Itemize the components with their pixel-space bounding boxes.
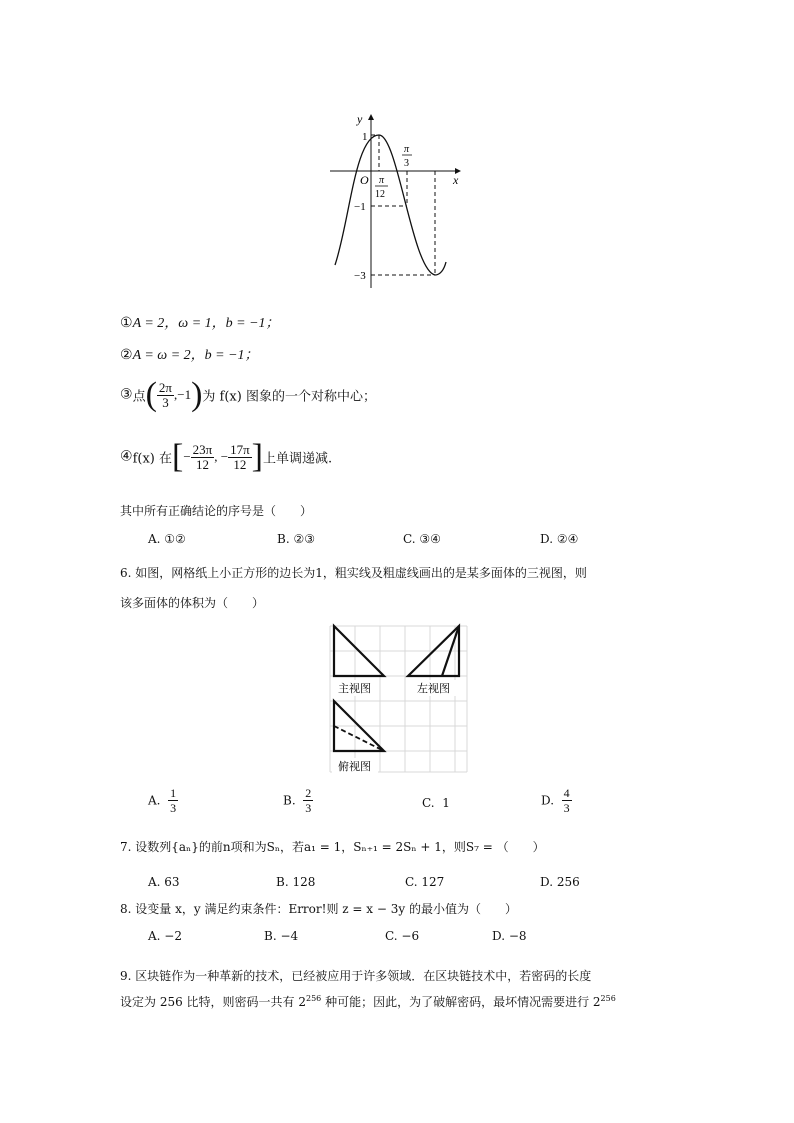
q7-option-a: A. 63 (148, 875, 180, 889)
q7-option-d: D. 256 (540, 875, 580, 889)
origin-label: O (360, 173, 369, 187)
q6-option-a: A. $\frac{1}{3}$ (148, 786, 177, 815)
front-view-label: 主视图 (338, 682, 371, 695)
x-axis-label: x (453, 173, 459, 187)
tick-pi-3-den: 3 (404, 158, 409, 169)
q8-text: 8. 设变量 x，y 满足约束条件：Error!则 z = x − 3y 的最小值为（ ） (120, 902, 517, 916)
statement-3: ③点( $\frac{2\pi}{3}$ ,−1)为 f(x) 图象的一个对称中心； (120, 376, 376, 413)
q6-line-1: 6. 如图，网格纸上小正方形的边长为1，粗实线及粗虚线画出的是某多面体的三视图，则 (120, 566, 587, 580)
q5-option-d: D. ②④ (540, 532, 579, 546)
side-view-label: 左视图 (417, 682, 450, 695)
q8-option-a: A. −2 (148, 929, 182, 943)
q7-option-c: C. 127 (405, 875, 445, 889)
q9-line-1: 9. 区块链作为一种革新的技术，已经被应用于许多领域．在区块链技术中，若密码的长度 (120, 969, 592, 983)
q9-line-2: 设定为 256 比特，则密码一共有 $2^{256}$ 种可能；因此，为了破解密码，最坏情况需要进行 $2^{256}$ (120, 994, 616, 1009)
tick-pi-3-num: π (404, 144, 410, 155)
q7-text: 7. 设数列{aₙ}的前n项和为Sₙ，若a₁ = 1，Sₙ₊₁ = 2Sₙ + 1，则S₇ = （ ） (120, 840, 545, 854)
q5-option-a: A. ①② (148, 532, 186, 546)
q8-option-d: D. −8 (492, 929, 527, 943)
tick-minus-3: −3 (354, 270, 366, 282)
statement-4: ④f(x) 在[− $\frac{23\pi}{12}$ , − $\frac{17\pi}{12}$ ]上单调递减. (120, 438, 333, 475)
q5-prompt: 其中所有正确结论的序号是（ ） (120, 504, 313, 518)
sine-curve (335, 135, 446, 275)
q8-option-c: C. −6 (385, 929, 420, 943)
y-axis-label: y (357, 112, 363, 126)
function-graph (320, 110, 470, 295)
top-view-label: 俯视图 (338, 760, 371, 773)
tick-pi-12-den: 12 (375, 189, 385, 200)
q6-line-2: 该多面体的体积为（ ） (120, 596, 265, 610)
statement-2: ②A = ω = 2，b = −1； (120, 348, 259, 363)
q8-option-b: B. −4 (264, 929, 299, 943)
tick-minus-1: −1 (354, 201, 366, 213)
q7-option-b: B. 128 (276, 875, 316, 889)
q6-option-b: B. $\frac{2}{3}$ (283, 786, 312, 815)
q6-option-c: C. 1 (422, 796, 450, 810)
q5-option-c: C. ③④ (403, 532, 441, 546)
tick-pi-12-num: π (379, 175, 385, 186)
q6-option-d: D. $\frac{4}{3}$ (541, 786, 570, 815)
q5-option-b: B. ②③ (277, 532, 315, 546)
statement-1: ①A = 2，ω = 1，b = −1； (120, 316, 280, 331)
three-view-figure (322, 620, 472, 776)
tick-1: 1 (362, 131, 368, 143)
